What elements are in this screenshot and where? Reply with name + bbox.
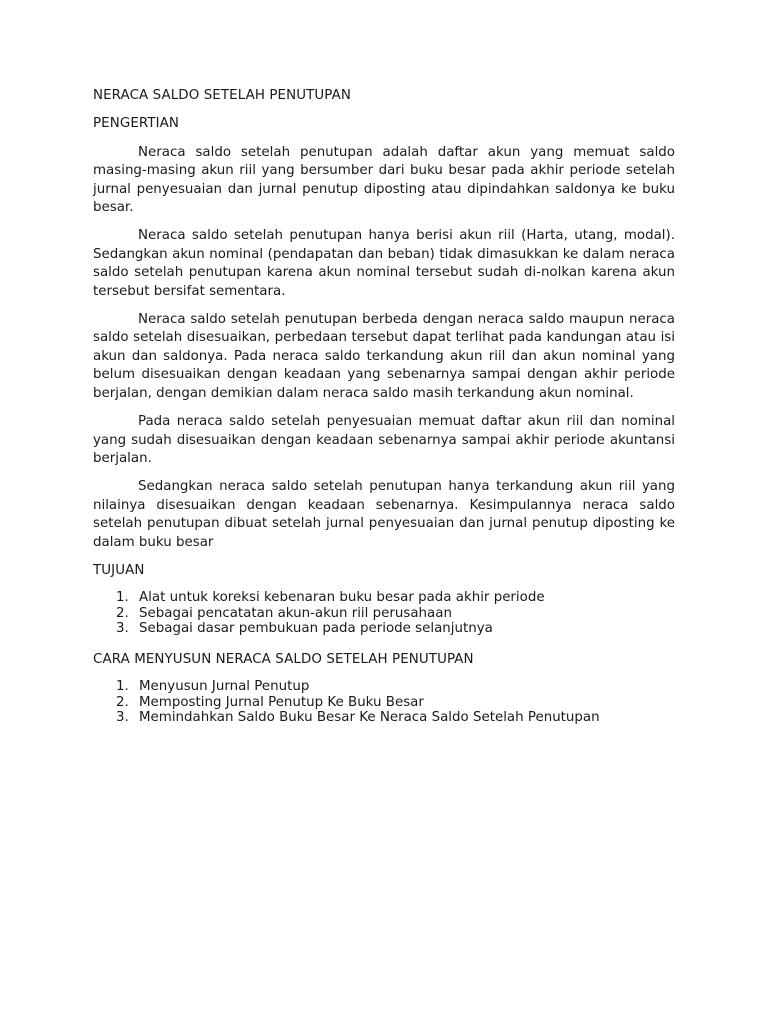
list-item [93, 590, 675, 606]
list-item-text: Memindahkan Saldo Buku Besar Ke Neraca Saldo Setelah Penutupan [139, 710, 600, 726]
list-item-text: Sebagai pencatatan akun-akun riil perusahaan [139, 605, 452, 621]
list-number: 2. [116, 605, 129, 621]
list-number: 2. [116, 694, 129, 710]
list-item-text: Memposting Jurnal Penutup Ke Buku Besar [139, 694, 424, 710]
document-title: NERACA SALDO SETELAH PENUTUPAN [93, 88, 351, 103]
list-item [93, 679, 675, 695]
paragraph: Pada neraca saldo setelah penyesuaian memuat daftar akun riil dan nominal yang sudah disesuaikan dengan keadaan sebenarnya sampai akhir periode akuntansi berjalan. [93, 414, 675, 466]
paragraph: Neraca saldo setelah penutupan hanya berisi akun riil (Harta, utang, modal). Sedangkan akun nominal (pendapatan dan beban) tidak dimasukkan ke dalam neraca saldo setelah penutupan karena akun nominal tersebut sudah di-nolkan karena akun tersebut bersifat sementara. [93, 228, 675, 299]
document-page [93, 87, 675, 736]
paragraph: Neraca saldo setelah penutupan adalah daftar akun yang memuat saldo masing-masing akun riil yang bersumber dari buku besar pada akhir periode setelah jurnal penyesuaian dan jurnal penutup diposting atau dipindahkan saldonya ke buku besar. [93, 144, 675, 216]
section-heading-cara: CARA MENYUSUN NERACA SALDO SETELAH PENUTUPAN [93, 651, 474, 667]
paragraph: Sedangkan neraca saldo setelah penutupan hanya terkandung akun riil yang nilainya disesuaikan dengan keadaan sebenarnya. Kesimpulannya neraca saldo setelah penutupan dibuat setelah jurnal penyesuaian dan jurnal penutup diposting ke dalam buku besar [93, 479, 675, 550]
list-item [93, 621, 675, 637]
section-heading-pengertian: PENGERTIAN [93, 116, 180, 132]
list-item-text: Sebagai dasar pembukuan pada periode selanjutnya [139, 621, 493, 637]
list-number: 1. [116, 590, 129, 606]
list-item-text: Menyusun Jurnal Penutup [139, 679, 310, 695]
list-number: 3. [116, 621, 129, 637]
list-item [93, 710, 675, 726]
section-heading-tujuan: TUJUAN [93, 562, 145, 578]
paragraph: Neraca saldo setelah penutupan berbeda dengan neraca saldo maupun neraca saldo setelah disesuaikan, perbedaan tersebut dapat terlihat pada kandungan atau isi akun dan saldonya. Pada neraca saldo terkandung akun riil dan akun nominal yang belum disesuaikan dengan keadaan yang sebenarnya sampai dengan akhir periode berjalan, dengan demikian dalam neraca saldo masih terkandung akun nominal. [93, 312, 675, 401]
list-item-text: Alat untuk koreksi kebenaran buku besar pada akhir periode [139, 590, 545, 606]
list-number: 1. [116, 679, 129, 695]
list-item [93, 606, 675, 622]
tujuan-list [93, 590, 675, 637]
list-item [93, 695, 675, 711]
list-number: 3. [116, 710, 129, 726]
cara-list [93, 679, 675, 726]
